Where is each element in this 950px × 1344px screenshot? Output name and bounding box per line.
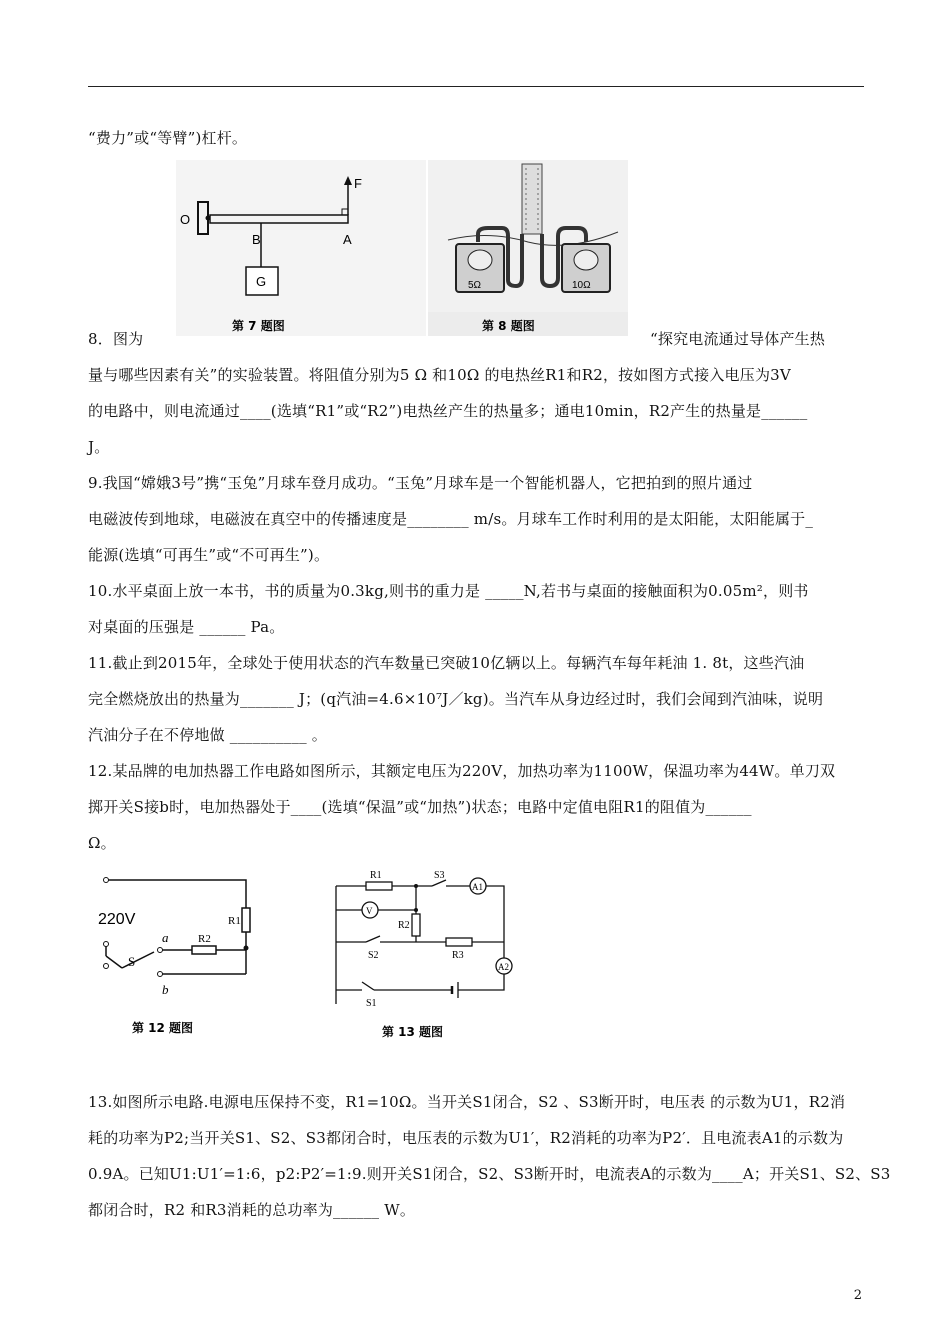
fig13-label-r3: R3 bbox=[452, 950, 464, 961]
q11-line2: 完全燃烧放出的热量为_______ J；(q汽油=4.6×10⁷J／kg)。当汽车从身边经过时，我们会闻到汽油味，说明 bbox=[88, 690, 824, 708]
fig8-label-5ohm: 5Ω bbox=[468, 280, 482, 291]
q10-line1: 10.水平桌面上放一本书，书的质量为0.3kg,则书的重力是 _____N,若书与桌面的接触面积为0.05m²，则书 bbox=[88, 582, 809, 600]
q13-line1: 13.如图所示电路.电源电压保持不变，R1=10Ω。当开关S1闭合，S2 、S3断开时，电压表 的示数为U1，R2消 bbox=[88, 1093, 846, 1111]
q8-line1 bbox=[88, 329, 143, 349]
fig13-label-v: V bbox=[366, 906, 373, 916]
q8-line2: 量与哪些因素有关”的实验装置。将阻值分别为5 Ω 和10Ω 的电热丝R1和R2，按如图方式接入电压为3V bbox=[88, 366, 791, 384]
fig12-label-s: S bbox=[128, 954, 136, 969]
fig12-label-r1: R1 bbox=[228, 915, 241, 927]
q12-line3: Ω。 bbox=[88, 834, 116, 852]
q13-line2: 耗的功率为P2;当开关S1、S2、S3都闭合时，电压表的示数为U1′，R2消耗的功率为P2′．且电流表A1的示数为 bbox=[88, 1129, 844, 1147]
fig7-label-G: G bbox=[256, 274, 267, 289]
fig13-label-a1: A1 bbox=[472, 882, 483, 892]
q12-line2: 掷开关S接b时，电加热器处于____(选填“保温”或“加热”)状态；电路中定值电阻R1的阻值为______ bbox=[88, 798, 752, 816]
fig8-caption: 第 8 题图 bbox=[482, 319, 535, 333]
figure-7 bbox=[176, 160, 426, 336]
page-number: 2 bbox=[853, 1288, 862, 1303]
fig12-caption: 第 12 题图 bbox=[132, 1021, 194, 1035]
figure-13 bbox=[326, 866, 526, 1044]
q8-line1-a: 8．图为 bbox=[88, 330, 144, 348]
q13-line4: 都闭合时，R2 和R3消耗的总功率为______ W。 bbox=[88, 1201, 416, 1219]
q8-line4: J。 bbox=[88, 438, 110, 456]
header-rule bbox=[88, 86, 864, 87]
q11-line1: 11.截止到2015年，全球处于使用状态的汽车数量已突破10亿辆以上。每辆汽车每年耗油 1. 8t，这些汽油 bbox=[88, 654, 805, 672]
q8-line1-b: “探究电流通过导体产生热 bbox=[650, 330, 826, 348]
fig7-label-O: O bbox=[180, 212, 191, 227]
fig12-label-a: a bbox=[162, 930, 169, 945]
fig7-label-A: A bbox=[343, 232, 352, 247]
q9-line1: 9.我国“嫦娥3号”携“玉兔”月球车登月成功。“玉兔”月球车是一个智能机器人，它把拍到的照片通过 bbox=[88, 474, 753, 492]
fig12-label-r2: R2 bbox=[198, 933, 211, 945]
fig12-label-220v: 220V bbox=[98, 911, 136, 928]
q8-line3: 的电路中，则电流通过____(选填“R1”或“R2”)电热丝产生的热量多；通电10min，R2产生的热量是______ bbox=[88, 402, 808, 420]
figure-12 bbox=[92, 870, 272, 1040]
fig7-label-B: B bbox=[252, 232, 261, 247]
fig13-label-r2: R2 bbox=[398, 920, 410, 931]
q9-line3: 能源(选填“可再生”或“不可再生”)。 bbox=[88, 546, 330, 564]
fig13-label-r1: R1 bbox=[370, 870, 382, 881]
fig7-label-F: F bbox=[354, 176, 362, 191]
fig12-label-b: b bbox=[162, 982, 169, 997]
fig8-label-10ohm: 10Ω bbox=[572, 280, 591, 291]
q13-line3: 0.9A。已知U1:U1′=1:6，p2:P2′=1:9.则开关S1闭合，S2、S3断开时，电流表A的示数为____A；开关S1、S2、S3 bbox=[88, 1165, 891, 1183]
q12-line1: 12.某品牌的电加热器工作电路如图所示，其额定电压为220V，加热功率为1100W，保温功率为44W。单刀双 bbox=[88, 762, 836, 780]
fig13-label-a2: A2 bbox=[498, 962, 509, 972]
fig13-label-s1: S1 bbox=[366, 998, 377, 1009]
fig13-label-s3: S3 bbox=[434, 870, 445, 881]
q9-line2: 电磁波传到地球，电磁波在真空中的传播速度是________ m/s。月球车工作时利用的是太阳能，太阳能属于_ bbox=[88, 510, 814, 528]
fig7-caption: 第 7 题图 bbox=[232, 319, 285, 333]
q11-line3: 汽油分子在不停地做 __________ 。 bbox=[88, 726, 327, 744]
fig13-caption: 第 13 题图 bbox=[382, 1025, 444, 1039]
q7-tail: “费力”或“等臂”)杠杆。 bbox=[88, 129, 248, 147]
fig13-label-s2: S2 bbox=[368, 950, 379, 961]
q10-line2: 对桌面的压强是 ______ Pa。 bbox=[88, 618, 285, 636]
figure-8 bbox=[428, 160, 628, 336]
